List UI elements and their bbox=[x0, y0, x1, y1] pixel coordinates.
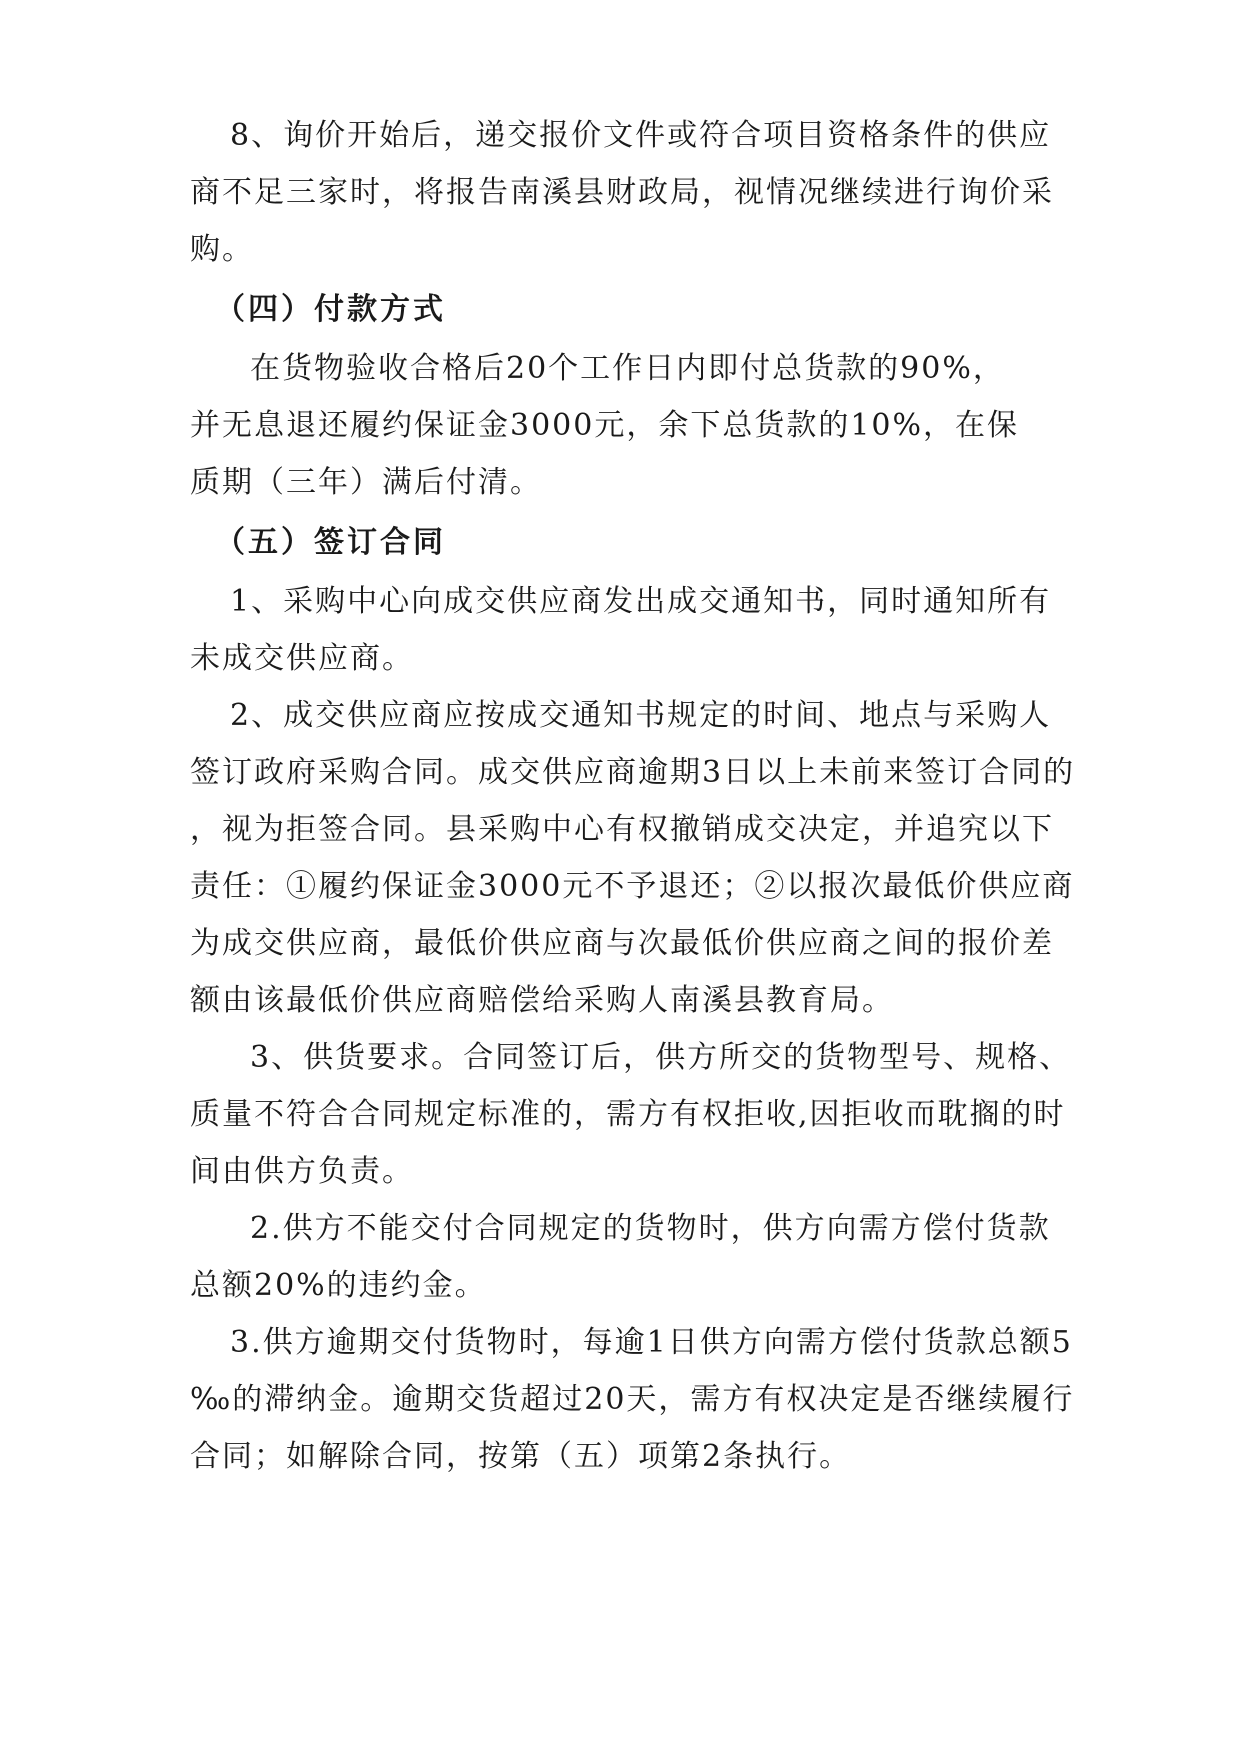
contract-item-2-line-4: 责任：①履约保证金3000元不予退还；②以报次最低价供应商 bbox=[190, 869, 1075, 904]
paragraph-8-line-1: 8、询价开始后，递交报价文件或符合项目资格条件的供应 bbox=[230, 118, 1052, 153]
contract-item-2-line-5: 为成交供应商，最低价供应商与次最低价供应商之间的报价差 bbox=[190, 926, 1054, 961]
contract-item-2-line-2: 签订政府采购合同。成交供应商逾期3日以上未前来签订合同的 bbox=[190, 755, 1076, 790]
supply-item-3-line-3: 合同；如解除合同，按第（五）项第2条执行。 bbox=[190, 1439, 852, 1474]
paragraph-8-line-3: 购。 bbox=[190, 232, 254, 267]
supply-item-2-line-2: 总额20%的违约金。 bbox=[190, 1268, 487, 1303]
section-heading-contract: （五）签订合同 bbox=[215, 525, 446, 560]
supply-item-3-line-2: ‰的滞纳金。逾期交货超过20天，需方有权决定是否继续履行 bbox=[190, 1382, 1075, 1417]
contract-item-1-line-2: 未成交供应商。 bbox=[190, 641, 414, 676]
contract-item-2-line-6: 额由该最低价供应商赔偿给采购人南溪县教育局。 bbox=[190, 983, 894, 1018]
section-heading-payment: （四）付款方式 bbox=[215, 292, 446, 327]
contract-item-2-line-1: 2、成交供应商应按成交通知书规定的时间、地点与采购人 bbox=[230, 698, 1052, 733]
contract-item-3-line-2: 质量不符合合同规定标准的，需方有权拒收,因拒收而耽搁的时 bbox=[190, 1097, 1066, 1132]
paragraph-8-line-2: 商不足三家时，将报告南溪县财政局，视情况继续进行询价采 bbox=[190, 175, 1054, 210]
contract-item-3-line-1: 3、供货要求。合同签订后，供方所交的货物型号、规格、 bbox=[250, 1040, 1072, 1075]
contract-item-2-line-3: ，视为拒签合同。县采购中心有权撤销成交决定，并追究以下 bbox=[190, 812, 1054, 847]
contract-item-1-line-1: 1、采购中心向成交供应商发出成交通知书，同时通知所有 bbox=[230, 584, 1052, 619]
payment-line-2: 并无息退还履约保证金3000元，余下总货款的10%，在保 bbox=[190, 408, 1020, 443]
payment-line-3: 质期（三年）满后付清。 bbox=[190, 465, 542, 500]
payment-line-1: 在货物验收合格后20个工作日内即付总货款的90%， bbox=[250, 351, 1005, 386]
supply-item-2-line-1: 2.供方不能交付合同规定的货物时，供方向需方偿付货款 bbox=[250, 1211, 1051, 1246]
supply-item-3-line-1: 3.供方逾期交付货物时，每逾1日供方向需方偿付货款总额5 bbox=[230, 1325, 1073, 1360]
contract-item-3-line-3: 间由供方负责。 bbox=[190, 1154, 414, 1189]
